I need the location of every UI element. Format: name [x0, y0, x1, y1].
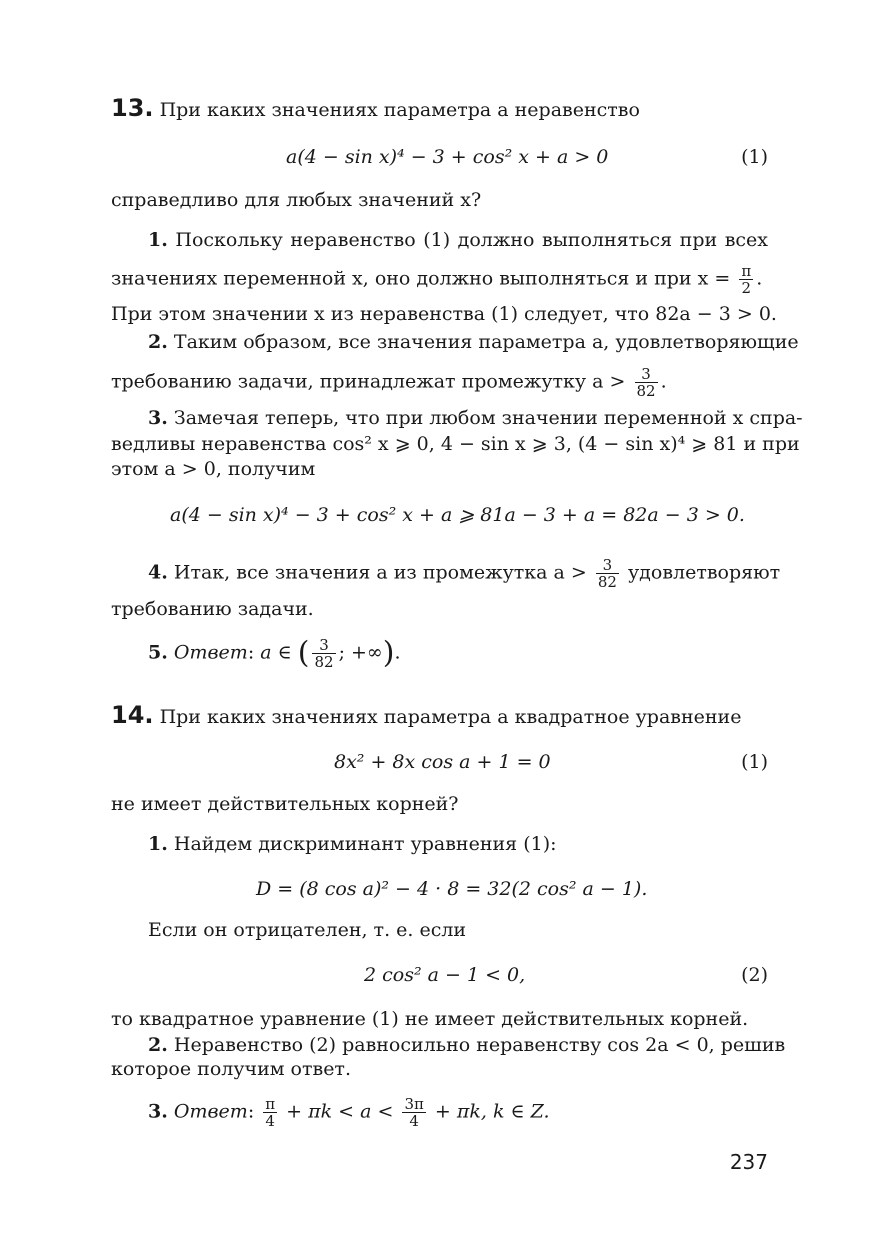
p14-step2-text: Неравенство (2) равносильно неравенству cos 2a < 0, решив: [173, 1034, 786, 1056]
p14-condition: 2 cos² a − 1 < 0,: [364, 964, 526, 986]
p14-condition-line: Если он отрицателен, т. е. если: [148, 919, 467, 941]
problem-14-statement-end: не имеет действительных корней?: [111, 793, 459, 815]
p13-step4-label: 4.: [148, 561, 168, 584]
p13-step3-label: 3.: [148, 407, 168, 429]
p13-step5-label: 5.: [148, 641, 168, 664]
fraction-3-over-82: $\frac{3}{82}$: [314, 636, 334, 671]
p13-step3-line1: [148, 406, 803, 430]
p14-step1-text: Найдем дискриминант уравнения (1):: [173, 833, 557, 855]
p13-step3-equation: a(4 − sin x)⁴ − 3 + cos² x + a ⩾ 81a − 3 + a = 82a − 3 > 0.: [170, 504, 745, 526]
p13-step3-line2: ведливы неравенства cos² x ⩾ 0, 4 − sin x ⩾ 3, (4 − sin x)⁴ ⩾ 81 и при: [111, 433, 800, 455]
p13-step5-answer: 5. Ответ: a ∈ ( $\frac{3}{82}$ ; +∞).: [148, 635, 401, 671]
p14-step3-answer: 3. Ответ: $\frac{\pi}{4}$ + πk < a < $\frac{3\pi}{4}$ + πk, k ∈ Z.: [148, 1095, 550, 1130]
p13-step3-line3: этом a > 0, получим: [111, 458, 316, 480]
p13-step1-line2: значениях переменной x, оно должно выполняться и при x = $\frac{\pi}{2}$ .: [111, 262, 763, 297]
p13-step2-line2: требованию задачи, принадлежат промежутку a > $\frac{3}{82}$ .: [111, 365, 667, 400]
problem-14-text: При каких значениях параметра a квадратное уравнение: [159, 706, 742, 728]
p13-step1-line3: При этом значении x из неравенства (1) следует, что 82a − 3 > 0.: [111, 303, 777, 325]
answer-middle: + πk < a <: [286, 1100, 394, 1123]
p13-step4-text: Итак, все значения a из промежутка a >: [173, 561, 587, 584]
p14-step2-line1: [148, 1033, 786, 1057]
p13-step2-text2: требованию задачи, принадлежат промежутку a >: [111, 370, 626, 393]
p14-condition-tag: (2): [741, 964, 768, 986]
p14-step3-label: 3.: [148, 1100, 168, 1123]
problem-14-statement: [111, 703, 768, 729]
fraction-pi-over-2: $\frac{\pi}{2}$: [741, 262, 752, 297]
p13-step4-line1: [148, 556, 781, 591]
p14-step2-line2: которое получим ответ.: [111, 1058, 351, 1080]
open-paren: (: [297, 635, 310, 671]
p13-step4-line2: требованию задачи.: [111, 598, 314, 620]
close-paren: ): [382, 635, 395, 671]
fraction-3-over-82: $\frac{3}{82}$: [636, 365, 656, 400]
fraction-pi-over-4: $\frac{\pi}{4}$: [265, 1095, 276, 1130]
answer-end: + πk, k ∈ Z.: [434, 1100, 550, 1123]
fraction-3-over-82: $\frac{3}{82}$: [597, 556, 617, 591]
p13-step2-line1: [148, 330, 799, 354]
page-number: 237: [729, 1150, 768, 1174]
answer-interval-end: ; +∞: [338, 641, 383, 664]
p13-step2-text: Таким образом, все значения параметра a, удовлетворяющие: [173, 331, 799, 353]
answer-word: Ответ: [173, 641, 248, 664]
p13-step2-label: 2.: [148, 331, 168, 353]
answer-variable: a ∈: [260, 641, 292, 664]
problem-13-inequality-tag: (1): [741, 146, 768, 168]
problem-13-inequality: a(4 − sin x)⁴ − 3 + cos² x + a > 0: [286, 146, 609, 168]
fraction-3pi-over-4: $\frac{3\pi}{4}$: [404, 1095, 424, 1130]
p13-step3-text: Замечая теперь, что при любом значении переменной x спра-: [173, 407, 803, 429]
problem-13-number: 13.: [111, 94, 154, 122]
p13-step4-text-end: удовлетворяют: [628, 561, 781, 584]
p14-discriminant: D = (8 cos a)² − 4 · 8 = 32(2 cos² a − 1).: [256, 878, 648, 900]
p13-step1-text2: значениях переменной x, оно должно выполняться и при x =: [111, 267, 731, 290]
problem-13-statement-end: справедливо для любых значений x?: [111, 189, 482, 211]
p13-step1-text: Поскольку неравенство (1) должно выполняться при всех: [175, 229, 768, 251]
problem-14-equation: 8x² + 8x cos a + 1 = 0: [334, 751, 551, 773]
p14-step1-label: 1.: [148, 833, 168, 855]
p14-step1-line: [148, 832, 768, 856]
problem-13-text: При каких значениях параметра a неравенство: [159, 99, 640, 121]
problem-14-number: 14.: [111, 701, 154, 729]
p14-condition-end: то квадратное уравнение (1) не имеет действительных корней.: [111, 1008, 749, 1030]
p14-step2-label: 2.: [148, 1034, 168, 1056]
problem-13-statement: [111, 96, 768, 122]
answer-word: Ответ: [173, 1100, 248, 1123]
problem-14-equation-tag: (1): [741, 751, 768, 773]
p13-step1-label: 1.: [148, 229, 168, 251]
p13-step1-line1: [148, 228, 768, 252]
